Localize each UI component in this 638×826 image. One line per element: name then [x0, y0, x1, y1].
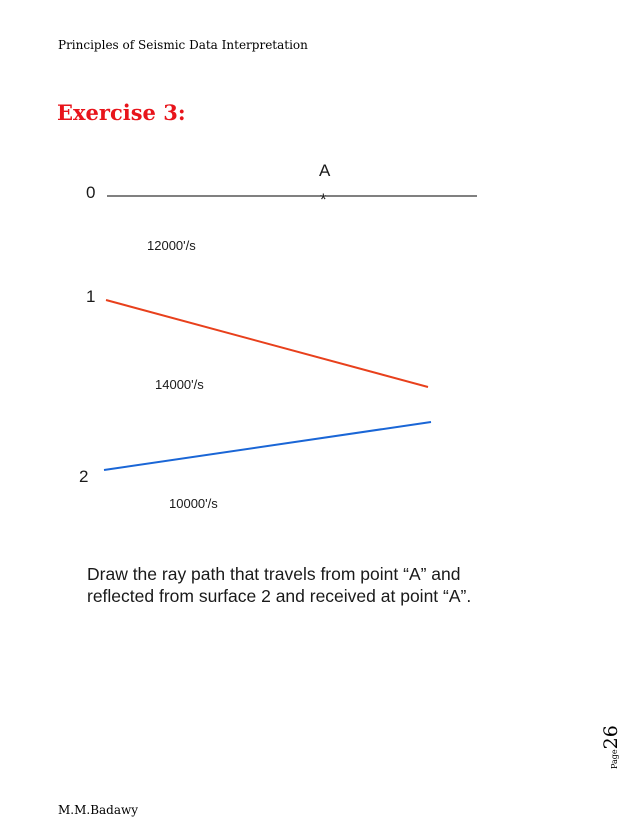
page-word: Page	[610, 749, 619, 769]
surface-2-label: 2	[79, 467, 89, 486]
surface-0-label: 0	[86, 183, 96, 202]
velocity-label-layer-2: 14000'/s	[155, 377, 204, 392]
exercise-title: Exercise 3:	[57, 100, 186, 125]
instruction-line-2: reflected from surface 2 and received at point “A”.	[87, 586, 472, 606]
surface-2-line	[104, 422, 431, 470]
running-header: Principles of Seismic Data Interpretation	[58, 38, 308, 52]
exercise-instructions	[87, 563, 557, 607]
page-number	[600, 717, 628, 769]
point-a-marker: *	[320, 190, 327, 209]
author-footer: M.M.Badawy	[58, 803, 139, 817]
velocity-label-layer-3: 10000'/s	[169, 496, 218, 511]
point-a-label: A	[319, 161, 331, 180]
surface-1-label: 1	[86, 287, 96, 306]
surface-1-line	[106, 300, 428, 387]
page-number-value: 26	[600, 725, 622, 750]
velocity-label-layer-1: 12000'/s	[147, 238, 196, 253]
instruction-line-1: Draw the ray path that travels from point “A” and	[87, 564, 461, 584]
